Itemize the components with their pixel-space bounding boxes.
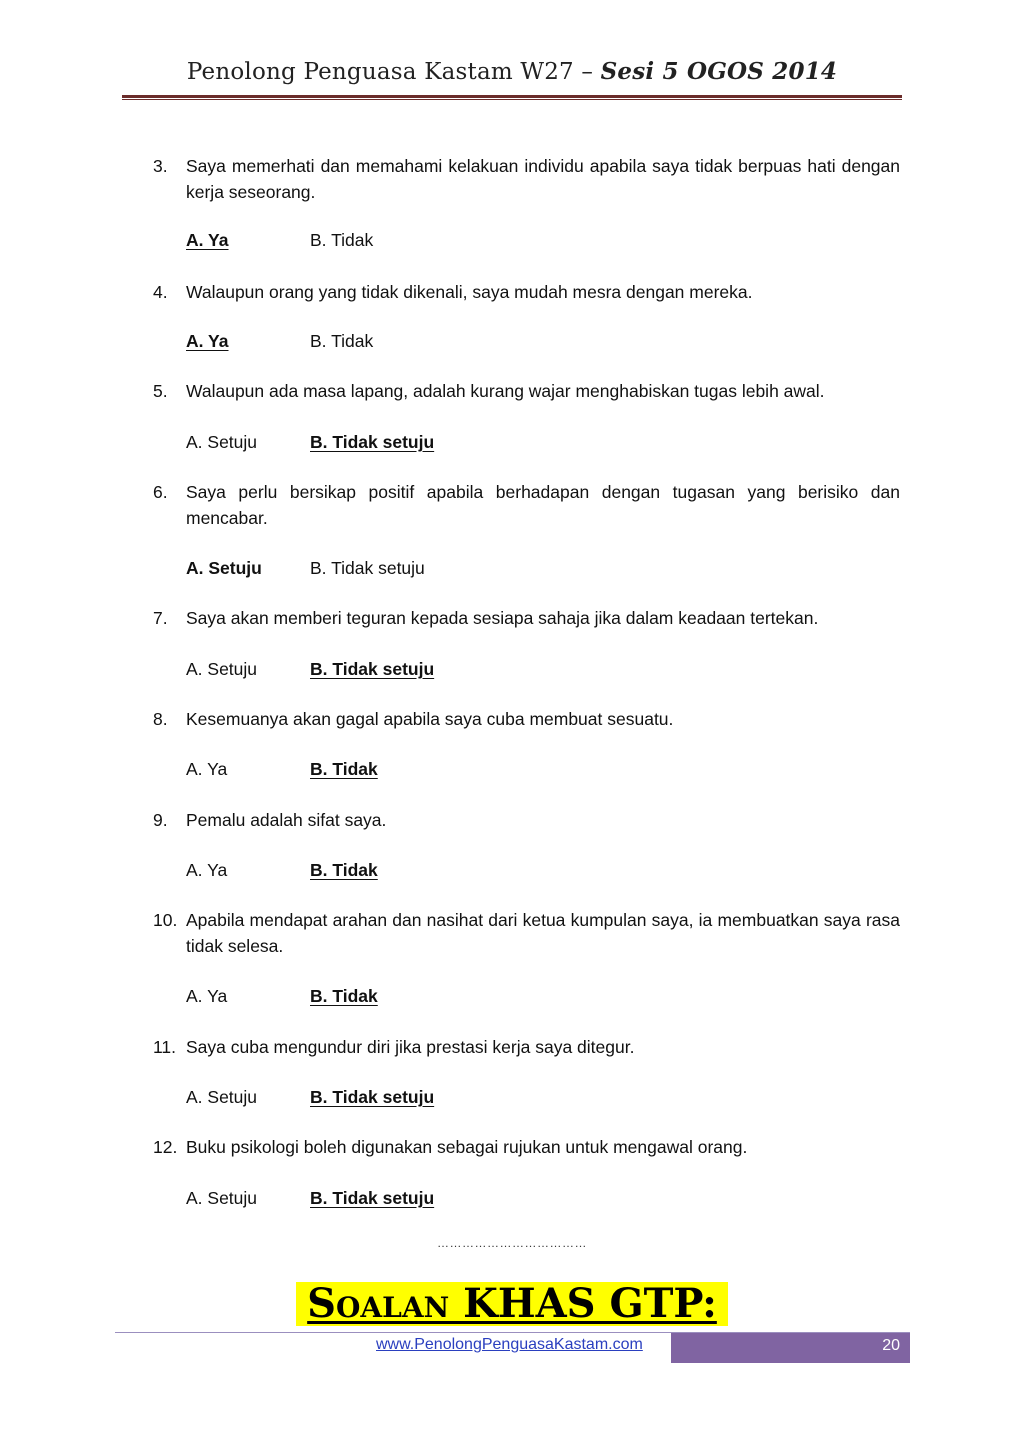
option-a: A. Setuju <box>186 432 258 452</box>
answers-8 <box>186 756 586 782</box>
question-3 <box>153 153 900 205</box>
question-text: Buku psikologi boleh digunakan sebagai rujukan untuk mengawal orang. <box>186 1137 748 1157</box>
option-a-selected: A. Ya <box>186 331 229 351</box>
answers-11 <box>186 1084 586 1110</box>
question-10 <box>153 907 900 959</box>
footer-website-link[interactable]: www.PenolongPenguasaKastam.com <box>376 1336 643 1353</box>
question-8 <box>153 706 900 732</box>
question-9 <box>153 807 900 833</box>
special-section-heading: Soalan KHAS GTP: <box>296 1282 728 1326</box>
option-b: B. Tidak <box>310 331 374 351</box>
header-rule-thin <box>122 99 902 100</box>
question-number: 3. <box>153 156 168 176</box>
answers-9 <box>186 857 586 883</box>
question-number: 11. <box>153 1037 177 1057</box>
option-a-selected: A. Ya <box>186 230 229 250</box>
question-7 <box>153 605 900 631</box>
question-text: Apabila mendapat arahan dan nasihat dari ketua kumpulan saya, ia membuatkan saya rasa tidak selesa. <box>186 910 900 956</box>
question-number: 4. <box>153 282 168 302</box>
question-5 <box>153 378 900 404</box>
option-a: A. Ya <box>186 860 228 880</box>
answers-5 <box>186 429 586 455</box>
question-11 <box>153 1034 900 1060</box>
question-number: 8. <box>153 709 168 729</box>
answers-10 <box>186 983 586 1009</box>
option-a: A. Ya <box>186 759 228 779</box>
question-number: 7. <box>153 608 168 628</box>
header-title-main: Penolong Penguasa Kastam W27 – <box>186 59 601 85</box>
option-b-selected: B. Tidak setuju <box>310 1188 435 1208</box>
question-number: 12. <box>153 1137 178 1157</box>
question-text: Saya cuba mengundur diri jika prestasi kerja saya ditegur. <box>186 1037 635 1057</box>
option-b-selected: B. Tidak <box>310 860 378 880</box>
question-text: Walaupun orang yang tidak dikenali, saya mudah mesra dengan mereka. <box>186 282 753 302</box>
option-b: B. Tidak <box>310 230 374 250</box>
answers-6 <box>186 555 586 581</box>
question-number: 5. <box>153 381 168 401</box>
answers-7 <box>186 656 586 682</box>
question-number: 6. <box>153 482 168 502</box>
question-12 <box>153 1134 900 1160</box>
header-rule <box>122 95 902 98</box>
option-a-selected: A. Setuju <box>186 558 262 578</box>
question-text: Saya akan memberi teguran kepada sesiapa sahaja jika dalam keadaan tertekan. <box>186 608 819 628</box>
option-b-selected: B. Tidak <box>310 986 378 1006</box>
answers-12 <box>186 1185 586 1211</box>
question-6 <box>153 479 900 531</box>
header-title-session: Sesi 5 OGOS 2014 <box>600 58 838 85</box>
option-a: A. Setuju <box>186 1087 258 1107</box>
page-number: 20 <box>882 1337 900 1354</box>
answers-4 <box>186 328 586 354</box>
option-a: A. Setuju <box>186 659 258 679</box>
question-number: 10. <box>153 910 178 930</box>
question-number: 9. <box>153 810 168 830</box>
option-a: A. Setuju <box>186 1188 258 1208</box>
question-4 <box>153 279 900 305</box>
option-b: B. Tidak setuju <box>310 558 425 578</box>
answers-3 <box>186 227 586 253</box>
question-text: Walaupun ada masa lapang, adalah kurang wajar menghabiskan tugas lebih awal. <box>186 381 825 401</box>
option-b-selected: B. Tidak setuju <box>310 432 435 452</box>
question-text: Saya memerhati dan memahami kelakuan individu apabila saya tidak berpuas hati dengan kerja seseorang. <box>186 156 900 202</box>
page-header-title <box>0 58 1024 85</box>
question-text: Saya perlu bersikap positif apabila berhadapan dengan tugasan yang berisiko dan mencabar. <box>186 482 900 528</box>
page-number-box <box>671 1333 910 1363</box>
option-a: A. Ya <box>186 986 228 1006</box>
section-separator: ……………………………… <box>437 1236 587 1250</box>
option-b-selected: B. Tidak <box>310 759 378 779</box>
question-text: Kesemuanya akan gagal apabila saya cuba membuat sesuatu. <box>186 709 674 729</box>
question-text: Pemalu adalah sifat saya. <box>186 810 387 830</box>
option-b-selected: B. Tidak setuju <box>310 1087 435 1107</box>
option-b-selected: B. Tidak setuju <box>310 659 435 679</box>
